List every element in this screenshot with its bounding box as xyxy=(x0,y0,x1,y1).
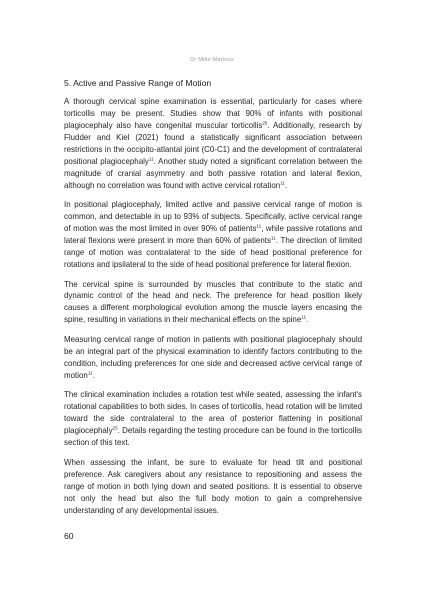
paragraph xyxy=(64,199,362,271)
text-run: . xyxy=(284,180,288,190)
text-run: The cervical spine is surrounded by muscles that contribute to the static and dynamic control of the head and neck. The preference for head position likely causes a different morphological evolution among the muscle layers encasing the spine, resulting in variations in their mechanical effects on the spine xyxy=(64,279,362,325)
text-run: . The direction of limited range of motion was contralateral to the side of head positional preference for rotations and ipsilateral to the side of head positional preference for lateral flexion. xyxy=(64,236,362,269)
section-heading: 5. Active and Passive Range of Motion xyxy=(64,78,212,88)
citation-superscript: 11 xyxy=(301,314,307,320)
citation-superscript: 25 xyxy=(262,120,268,126)
text-run: The clinical examination includes a rotation test while seated, assessing the infant's rotational capabilities to both sides. In cases of torticollis, head rotation will be limited toward the side contralateral to the area of posterior flattening in positional plagiocephaly xyxy=(64,390,362,436)
page-content xyxy=(64,78,362,524)
citation-superscript: 11 xyxy=(256,223,262,229)
citation-superscript: 11 xyxy=(87,370,93,376)
citation-superscript: 11 xyxy=(270,235,276,241)
text-run: A thorough cervical spine examination is essential, particularly for cases where torticollis may be present. Studies show that 90% of infants with positional plagiocephaly also have congenital muscular torticollis xyxy=(64,97,362,130)
citation-superscript: 25 xyxy=(112,425,118,431)
page-number: 60 xyxy=(64,531,74,541)
paragraph xyxy=(64,279,362,327)
text-run: . xyxy=(306,315,309,325)
text-run: . Details regarding the testing procedure can be found in the torticollis section of this text. xyxy=(64,426,362,448)
citation-superscript: 11 xyxy=(280,180,285,186)
paragraph xyxy=(64,457,362,517)
paragraph xyxy=(64,389,362,449)
text-run: . Another study noted a significant correlation between the magnitude of cranial asymmetry and both passive rotation and lateral flexion, although no correlation was found with active cervical rotation xyxy=(64,156,362,190)
text-run: . Additionally, research by Fludder and Kiel (2021) found a statistically significant association between restrictions in the occipito-atlantal joint (C0-C1) and the development of contralateral positional plagiocephaly xyxy=(64,120,362,166)
citation-superscript: 11 xyxy=(148,156,154,162)
text-run: . xyxy=(92,370,95,380)
text-run: When assessing the infant, be sure to evaluate for head tilt and positional preference. Ask caregivers about any resistance to repositioning and assess the range of motion in both lying down and seated positions. It is essential to observe not only the head but also the full body motion to gain a comprehensive understanding of any developmental issues. xyxy=(64,457,362,515)
text-run: In positional plagiocephaly, limited active and passive cervical range of motion is common, and detectable in up to 93% of subjects. Specifically, active cervical range of motion was the most limited in over 90% of patients xyxy=(64,200,362,234)
paragraph xyxy=(64,96,362,192)
body-text xyxy=(64,96,362,516)
paragraph xyxy=(64,334,362,382)
text-run: , while passive rotations and lateral flexions were present in more than 60% of patients xyxy=(64,224,362,246)
text-run: Measuring cervical range of motion in patients with positional plagiocephaly should be an integral part of the physical examination to identify factors contributing to the condition, including preferences for one side and decreased active cervical range of motion xyxy=(64,334,362,380)
running-header: Dr Mike Marinus xyxy=(190,57,234,63)
